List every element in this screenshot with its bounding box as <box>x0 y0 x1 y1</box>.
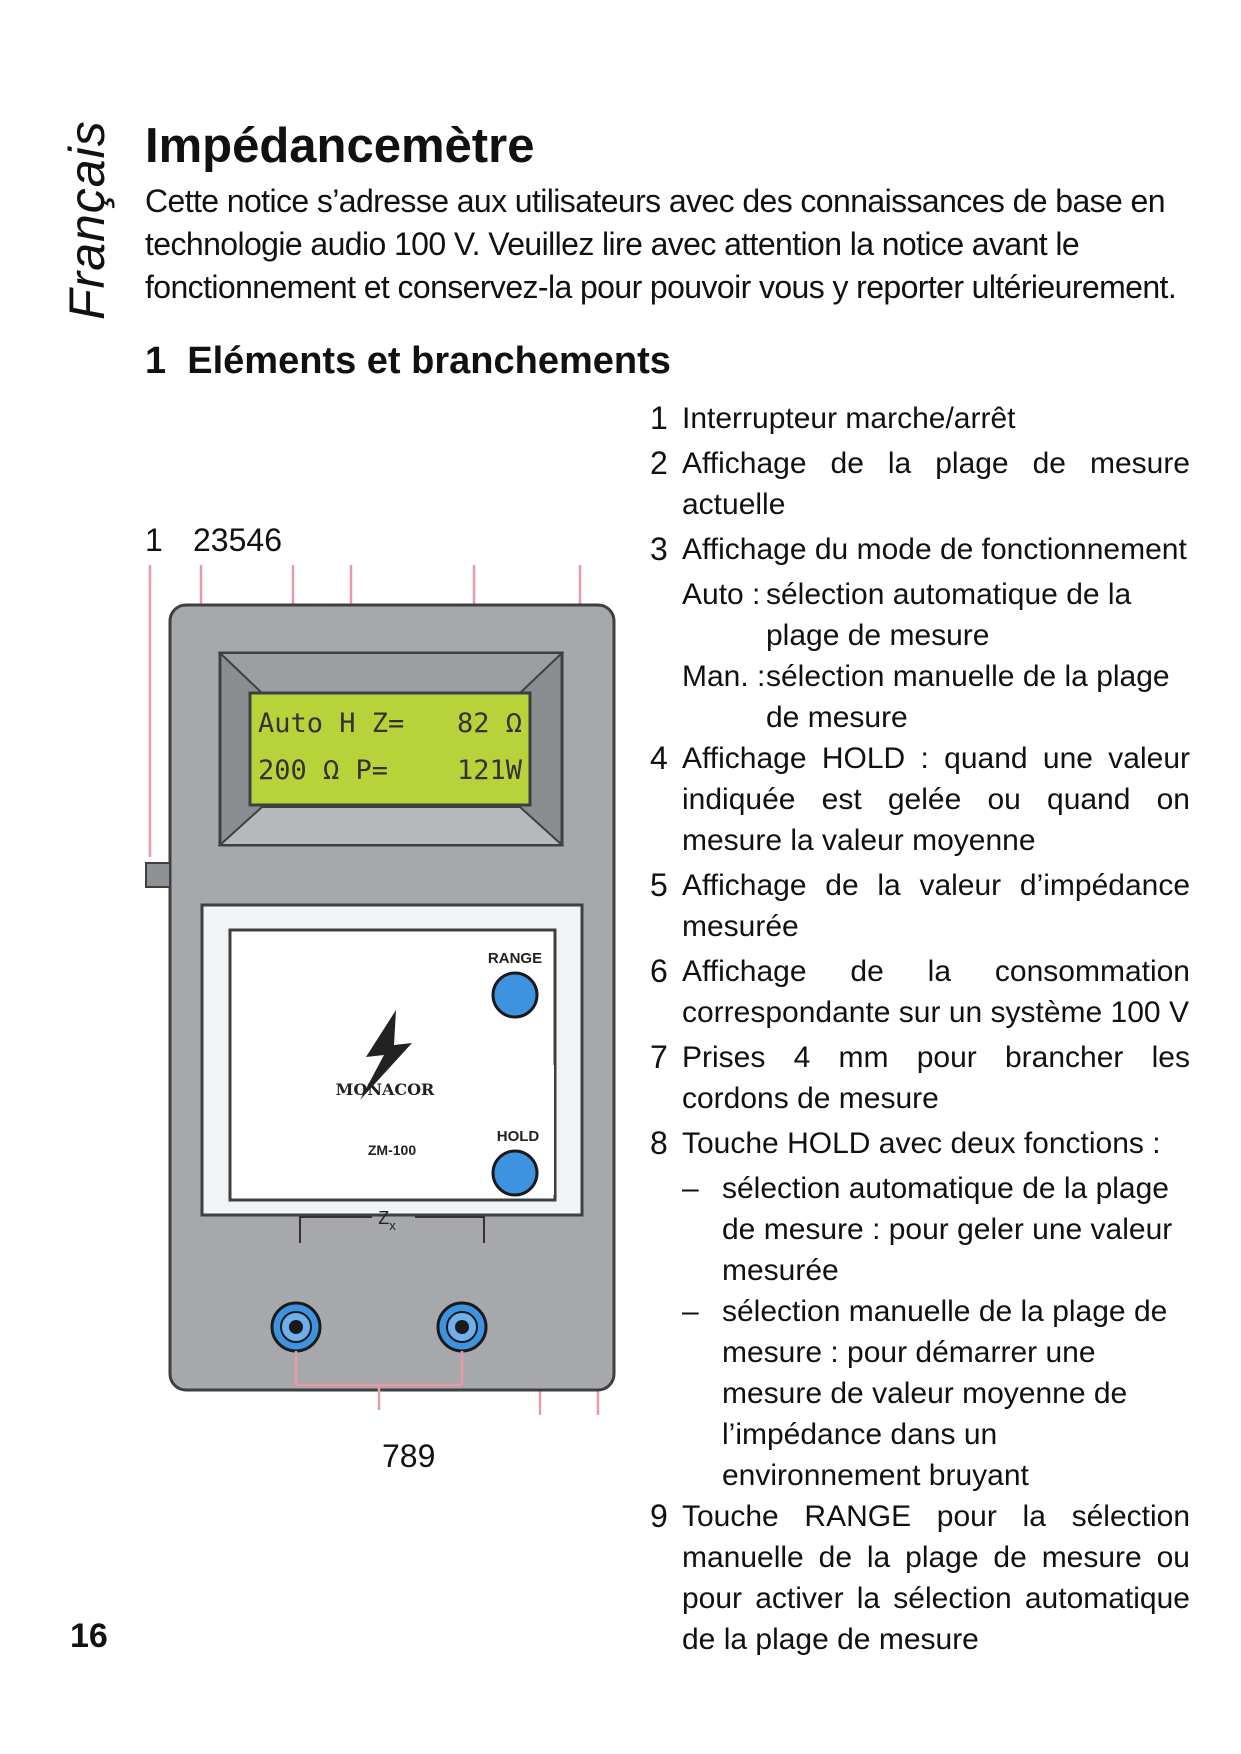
list-item: 2 Affichage de la plage de mesure actuelle <box>650 445 1190 521</box>
page-title: Impédancemètre <box>145 119 535 173</box>
mode-auto: Auto : sélection automatique de la plage de mesure <box>682 578 1132 652</box>
device-figure <box>140 565 660 1445</box>
socket-left <box>272 1303 320 1351</box>
section-number: 1 <box>145 340 167 382</box>
section-heading <box>145 340 671 383</box>
mode-manual: Man. : sélection manuelle de la plage de mesure <box>682 660 1170 734</box>
lcd-line2-right: 121W <box>456 755 522 786</box>
figure-label-1: 1 <box>145 522 163 558</box>
list-item: 5 Affichage de la valeur d’impédance mesurée <box>650 867 1190 943</box>
list-item: 7 Prises 4 mm pour brancher les cordons de mesure <box>650 1039 1190 1115</box>
lcd-line1-left: Auto H Z= <box>258 708 405 739</box>
list-item: 8 Touche HOLD avec deux fonctions : <box>650 1125 1161 1161</box>
model-label: ZM-100 <box>367 1142 417 1158</box>
figure-label-23546: 23546 <box>193 522 282 558</box>
hold-button[interactable] <box>493 1151 537 1195</box>
lcd-line2-left: 200 Ω P= <box>258 755 389 786</box>
zx-main: Z <box>378 1208 390 1228</box>
page-number: 16 <box>70 1617 108 1655</box>
component-list <box>650 398 1190 1664</box>
hold-function-manual: – sélection manuelle de la plage de mesure : pour démarrer une mesure de valeur moyenne de l’impédance dans un environnement bruyant <box>682 1295 1168 1492</box>
lcd-line1-right: 82 Ω <box>456 708 522 739</box>
figure-label-789: 789 <box>382 1438 436 1474</box>
list-item: 1 Interrupteur marche/arrêt <box>650 400 1016 436</box>
hold-function-auto: – sélection automatique de la plage de mesure : pour geler une valeur mesurée <box>682 1172 1173 1287</box>
list-item: 4 Affichage HOLD : quand une valeur indiquée est gelée ou quand on mesure la valeur moyenne <box>650 740 1190 857</box>
power-switch <box>146 863 170 887</box>
hold-label: HOLD <box>496 1128 540 1145</box>
intro-paragraph: Cette notice s’adresse aux utilisateurs avec des connaissances de base en technologie audio 100 V. Veuillez lire avec attention la notice avant le fonctionnement et conservez-la pour pouvoir vous y reporter ultérieurement. <box>145 183 1177 305</box>
range-label: RANGE <box>487 950 543 967</box>
range-button[interactable] <box>493 973 537 1017</box>
device-illustration <box>140 565 660 1445</box>
brand-logo: MONACOR <box>335 1080 435 1099</box>
section-title: Eléments et branchements <box>187 340 671 382</box>
list-item: 3 Affichage du mode de fonctionnement <box>650 531 1187 567</box>
list-item: 6 Affichage de la consommation correspondante sur un système 100 V <box>650 953 1190 1029</box>
list-item: 9 Touche RANGE pour la sélection manuelle de la plage de mesure ou pour activer la sélection automatique de la plage de mesure <box>650 1498 1190 1656</box>
zx-subscript: x <box>389 1218 396 1233</box>
socket-right <box>438 1303 486 1351</box>
side-language-label: Français <box>59 120 115 320</box>
